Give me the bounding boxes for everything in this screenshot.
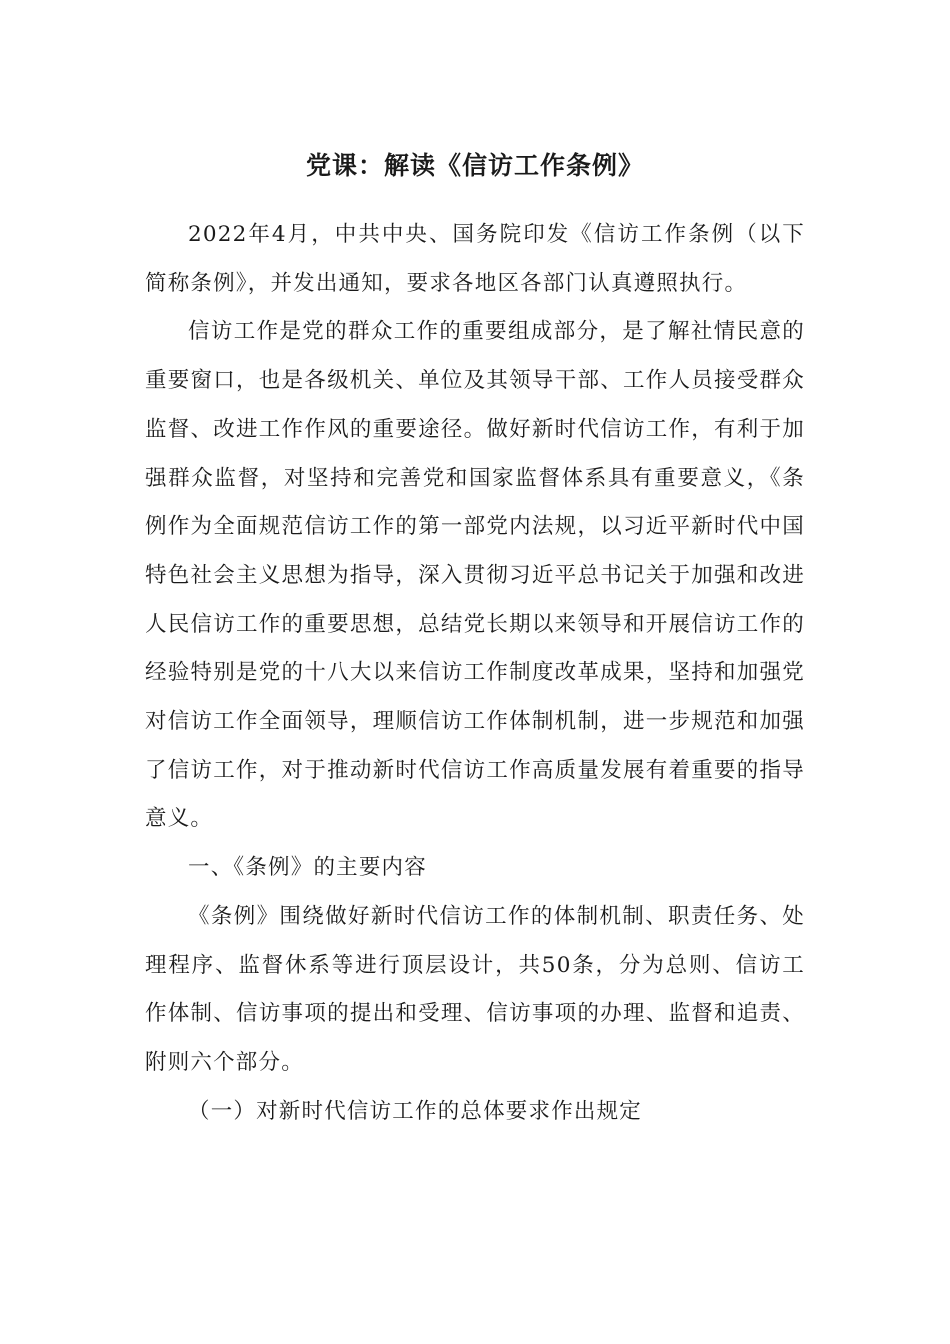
section-heading-main-content: 一、《条例》的主要内容 [188,855,427,881]
paragraph-structure: 《条例》围绕做好新时代信访工作的体制机制、职责任务、处理程序、监督休系等进行顶层设计，共50条，分为总则、信访工作体制、信访事项的提出和受理、信访事项的办理、监督和追责、附则六个部分。 [145,903,805,1075]
document-body [145,211,805,1136]
paragraph-intro: 2022年4月，中共中央、国务院印发《信访工作条例（以下简称条例》，并发出通知，要求各地区各部门认真遵照执行。 [145,222,805,296]
subsection-heading-general-requirements: （一）对新时代信访工作的总体要求作出规定 [188,1098,643,1124]
paragraph-significance: 信访工作是党的群众工作的重要组成部分，是了解社情民意的重要窗口，也是各级机关、单位及其领导干部、工作人员接受群众监督、改进工作作风的重要途径。做好新时代信访工作，有利于加强群众监督，对坚持和完善党和国家监督体系具有重要意义，《条例作为全面规范信访工作的第一部党内法规，以习近平新时代中国特色社会主义思想为指导，深入贯彻习近平总书记关于加强和改进人民信访工作的重要思想，总结党长期以来领导和开展信访工作的经验特别是党的十八大以来信访工作制度改革成果，坚持和加强党对信访工作全面领导，理顺信访工作体制机制，进一步规范和加强了信访工作，对于推动新时代信访工作高质量发展有着重要的指导意义。 [145,319,805,832]
document-title: 党课：解读《信访工作条例》 [305,151,644,180]
